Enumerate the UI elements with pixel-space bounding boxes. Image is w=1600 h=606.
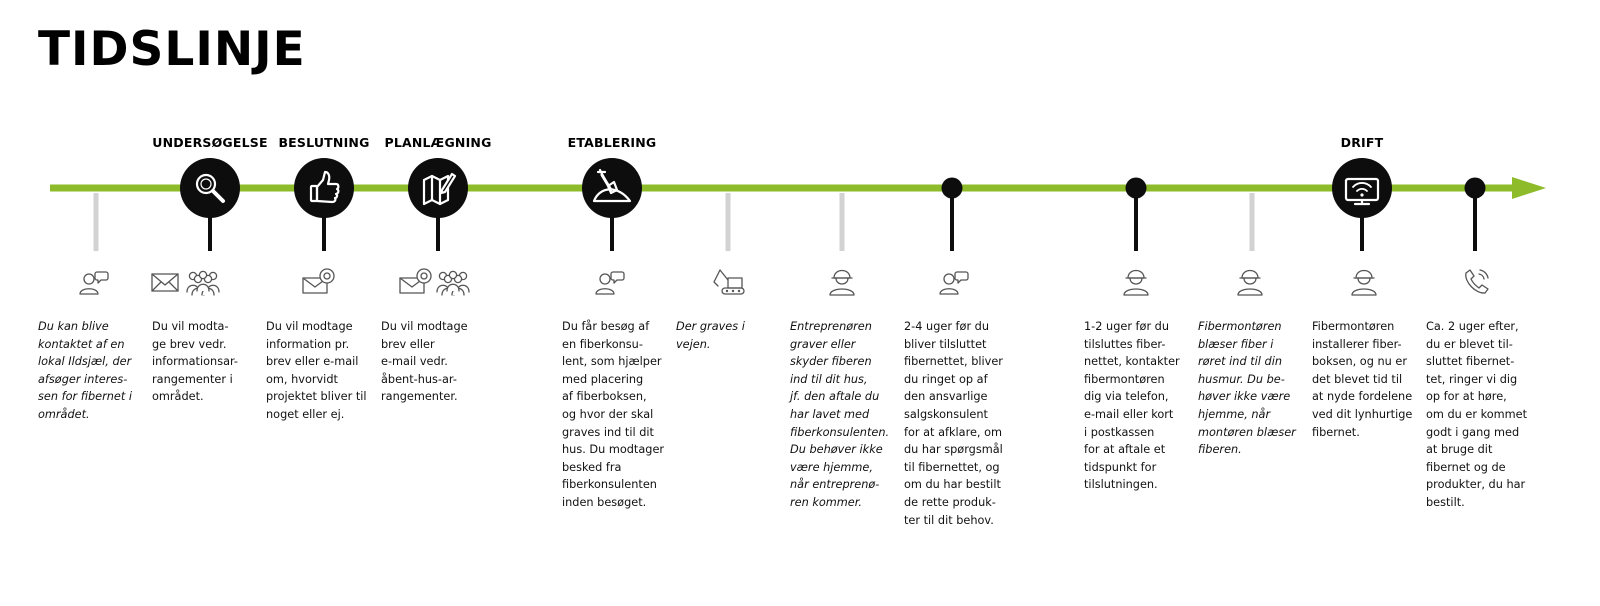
description-line: tet, ringer vi dig bbox=[1426, 372, 1518, 386]
page-title: TIDSLINJE bbox=[38, 22, 306, 77]
step-description-9 bbox=[1084, 318, 1196, 494]
description-line: Der graves i bbox=[676, 320, 745, 333]
description-line: godt i gang med bbox=[1426, 425, 1520, 439]
envelope-at-icon bbox=[303, 269, 334, 293]
timeline-arrowhead bbox=[1512, 177, 1546, 199]
milestone-dot-1 bbox=[942, 178, 963, 199]
description-line: ren kommer. bbox=[790, 495, 862, 509]
description-line: åbent-hus-ar- bbox=[381, 372, 457, 386]
description-line: nettet, kontakter bbox=[1084, 355, 1180, 369]
description-line: de rette produk- bbox=[904, 495, 996, 509]
description-line: rangementer. bbox=[381, 390, 458, 404]
description-line: husmur. Du be- bbox=[1198, 372, 1285, 386]
step-description-8 bbox=[904, 318, 1016, 529]
description-line: røret ind til din bbox=[1198, 355, 1282, 369]
milestone-dot-3 bbox=[1465, 178, 1486, 199]
description-line: for at aftale et bbox=[1084, 443, 1166, 457]
step-description-5 bbox=[562, 318, 674, 512]
worker-helmet-icon bbox=[1124, 271, 1148, 296]
description-line: i postkassen bbox=[1084, 425, 1155, 439]
description-line: noget eller ej. bbox=[266, 407, 345, 421]
description-line: bliver tilsluttet bbox=[904, 337, 987, 351]
phase-circle-2 bbox=[294, 158, 354, 218]
description-line: e-mail eller kort bbox=[1084, 407, 1174, 421]
description-line: informationsar- bbox=[152, 355, 239, 369]
description-line: inden besøget. bbox=[562, 495, 647, 509]
description-line: Du kan blive bbox=[38, 320, 109, 333]
description-line: skyder fiberen bbox=[790, 355, 872, 369]
step-description-1 bbox=[38, 318, 150, 424]
description-line: den ansvarlige bbox=[904, 390, 988, 404]
step-description-10 bbox=[1198, 318, 1310, 459]
description-line: området. bbox=[38, 407, 90, 421]
description-line: fibernettet, bliver bbox=[904, 355, 1003, 369]
description-line: du ringet op af bbox=[904, 372, 988, 386]
step-description-6 bbox=[676, 318, 788, 353]
description-line: det blevet tid til bbox=[1312, 372, 1403, 386]
step-description-3 bbox=[266, 318, 378, 424]
description-line: når entreprenø- bbox=[790, 478, 880, 492]
step-description-2 bbox=[152, 318, 264, 406]
description-line: Du behøver ikke bbox=[790, 443, 883, 457]
envelope-at-icon bbox=[400, 269, 431, 293]
minor-tick-1 bbox=[94, 193, 99, 251]
description-line: e-mail vedr. bbox=[381, 355, 448, 369]
description-line: Entreprenøren bbox=[790, 320, 872, 333]
description-line: du er blevet til- bbox=[1426, 337, 1513, 351]
description-line: jf. den aftale du bbox=[790, 390, 880, 404]
description-line: vejen. bbox=[676, 337, 711, 351]
description-line: om du har bestilt bbox=[904, 478, 1001, 492]
description-line: fiberkonsulenten bbox=[562, 478, 657, 492]
envelope-icon bbox=[152, 274, 178, 291]
phase-label-4: ETABLERING bbox=[567, 135, 657, 150]
step-description-4 bbox=[381, 318, 493, 406]
description-line: om, hvorvidt bbox=[266, 372, 338, 386]
description-line: information pr. bbox=[266, 337, 350, 351]
description-line: området. bbox=[152, 390, 204, 404]
consultant-speech-icon bbox=[940, 272, 968, 294]
group-icon bbox=[437, 271, 469, 295]
description-line: Du vil modtage bbox=[381, 320, 468, 333]
worker-helmet-icon bbox=[1352, 271, 1376, 296]
description-line: Du vil modtage bbox=[266, 320, 353, 333]
description-line: om du er kommet bbox=[1426, 407, 1528, 421]
description-line: salgskonsulent bbox=[904, 407, 988, 421]
phone-ringing-icon bbox=[1466, 270, 1488, 293]
description-line: graves ind til dit bbox=[562, 425, 654, 439]
phase-circle-3 bbox=[408, 158, 468, 218]
description-line: fiberkonsulenten. bbox=[790, 425, 890, 439]
description-line: tidspunkt for bbox=[1084, 460, 1157, 474]
description-line: høver ikke være bbox=[1198, 390, 1291, 404]
description-line: har lavet med bbox=[790, 407, 870, 421]
description-line: til fibernettet, og bbox=[904, 460, 1000, 474]
description-line: brev eller bbox=[381, 337, 435, 351]
description-line: 1-2 uger før du bbox=[1084, 320, 1170, 333]
group-icon bbox=[187, 271, 219, 295]
description-line: besked fra bbox=[562, 460, 622, 474]
description-line: blæser fiber i bbox=[1198, 337, 1274, 351]
description-line: 2-4 uger før du bbox=[904, 320, 990, 333]
step-description-12 bbox=[1426, 318, 1538, 512]
consultant-speech-icon bbox=[80, 272, 108, 294]
description-line: montøren blæser bbox=[1198, 425, 1296, 439]
description-line: hjemme, når bbox=[1198, 407, 1271, 421]
description-line: fibermontøren bbox=[1084, 372, 1165, 386]
description-line: graver eller bbox=[790, 337, 856, 351]
minor-tick-3 bbox=[840, 193, 845, 251]
consultant-speech-icon bbox=[596, 272, 624, 294]
description-line: for at afklare, om bbox=[904, 425, 1003, 439]
description-line: Du får besøg af bbox=[562, 320, 650, 333]
phase-label-5: DRIFT bbox=[1340, 135, 1384, 150]
description-line: fibernet. bbox=[1312, 425, 1360, 439]
description-line: Fibermontøren bbox=[1312, 320, 1395, 333]
phase-label-3: PLANLÆGNING bbox=[384, 135, 492, 150]
phase-circle-4 bbox=[582, 158, 642, 218]
description-line: hus. Du modtager bbox=[562, 443, 665, 457]
description-line: afsøger interes- bbox=[38, 372, 128, 386]
description-line: produkter, du har bbox=[1426, 478, 1526, 492]
phase-label-1: UNDERSØGELSE bbox=[152, 135, 268, 150]
description-line: boksen, og nu er bbox=[1312, 355, 1407, 369]
description-line: bestilt. bbox=[1426, 495, 1465, 509]
description-line: ter til dit behov. bbox=[904, 513, 994, 527]
description-line: sen for fibernet i bbox=[38, 390, 133, 404]
description-line: en fiberkonsu- bbox=[562, 337, 643, 351]
description-line: ge brev vedr. bbox=[152, 337, 227, 351]
description-line: og hvor der skal bbox=[562, 407, 654, 421]
description-line: tilslutningen. bbox=[1084, 478, 1158, 492]
description-line: med placering bbox=[562, 372, 644, 386]
description-line: Ca. 2 uger efter, bbox=[1426, 320, 1519, 333]
description-line: tilsluttes fiber- bbox=[1084, 337, 1166, 351]
minor-tick-2 bbox=[726, 193, 731, 251]
description-line: at nyde fordelene bbox=[1312, 390, 1413, 404]
description-line: lokal Ildsjæl, der bbox=[38, 355, 132, 369]
description-line: rangementer i bbox=[152, 372, 233, 386]
description-line: Du vil modta- bbox=[152, 320, 229, 333]
step-description-11 bbox=[1312, 318, 1424, 441]
step-description-7 bbox=[790, 318, 902, 512]
description-line: op for at høre, bbox=[1426, 390, 1507, 404]
description-line: ind til dit hus, bbox=[790, 372, 868, 386]
description-line: fibernet og de bbox=[1426, 460, 1506, 474]
worker-helmet-icon bbox=[1238, 271, 1262, 296]
description-line: fiberen. bbox=[1198, 443, 1242, 457]
phase-circle-1 bbox=[180, 158, 240, 218]
worker-helmet-icon bbox=[830, 271, 854, 296]
description-line: dig via telefon, bbox=[1084, 390, 1169, 404]
description-line: projektet bliver til bbox=[266, 390, 367, 404]
milestone-dot-2 bbox=[1126, 178, 1147, 199]
description-line: ved dit lynhurtige bbox=[1312, 407, 1413, 421]
description-line: du har spørgsmål bbox=[904, 443, 1003, 457]
description-line: sluttet fibernet- bbox=[1426, 355, 1515, 369]
minor-tick-4 bbox=[1250, 193, 1255, 251]
phase-label-2: BESLUTNING bbox=[278, 135, 370, 150]
description-line: lent, som hjælper bbox=[562, 355, 662, 369]
excavator-icon bbox=[714, 270, 744, 294]
description-line: Fibermontøren bbox=[1198, 320, 1282, 333]
description-line: brev eller e-mail bbox=[266, 355, 359, 369]
description-line: af fiberboksen, bbox=[562, 390, 647, 404]
description-line: kontaktet af en bbox=[38, 337, 125, 351]
description-line: at bruge dit bbox=[1426, 443, 1493, 457]
description-line: installerer fiber- bbox=[1312, 337, 1402, 351]
description-line: være hjemme, bbox=[790, 460, 873, 474]
